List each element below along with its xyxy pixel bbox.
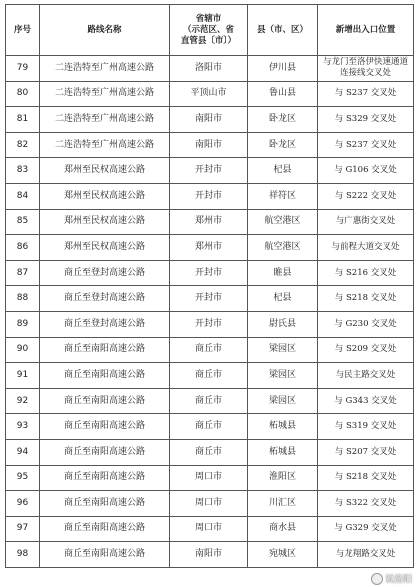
- table-row: [6, 491, 414, 517]
- header-city-line: 直管县〔市〕）: [180, 35, 237, 46]
- cell-route: 郑州至民权高速公路: [40, 183, 170, 209]
- cell-route: 二连浩特至广州高速公路: [40, 132, 170, 158]
- cell-county: 柘城县: [248, 414, 318, 440]
- table-header-row: [6, 5, 414, 56]
- cell-seq: 87: [6, 260, 40, 286]
- cell-seq: 84: [6, 183, 40, 209]
- cell-seq: 80: [6, 81, 40, 107]
- cell-county: 航空港区: [248, 209, 318, 235]
- cell-entry: 与前程大道交叉处: [318, 235, 414, 261]
- cell-route: 二连浩特至广州高速公路: [40, 107, 170, 133]
- table-row: [6, 388, 414, 414]
- cell-county: 杞县: [248, 158, 318, 184]
- cell-city: 周口市: [170, 491, 248, 517]
- cell-city: 南阳市: [170, 132, 248, 158]
- cell-county: 祥符区: [248, 183, 318, 209]
- cell-entry: 与 S329 交叉处: [318, 107, 414, 133]
- cell-city: 开封市: [170, 183, 248, 209]
- exits-table: [5, 4, 414, 568]
- cell-county: 杞县: [248, 286, 318, 312]
- watermark: [371, 572, 412, 586]
- cell-entry: 与广惠街交叉处: [318, 209, 414, 235]
- cell-entry: 与 S216 交叉处: [318, 260, 414, 286]
- table-row: [6, 465, 414, 491]
- cell-entry: 与龙翔路交叉处: [318, 542, 414, 568]
- header-route: 路线名称: [40, 5, 170, 56]
- cell-seq: 82: [6, 132, 40, 158]
- cell-route: 郑州至民权高速公路: [40, 209, 170, 235]
- cell-seq: 86: [6, 235, 40, 261]
- cell-county: 航空港区: [248, 235, 318, 261]
- cell-seq: 88: [6, 286, 40, 312]
- cell-route: 商丘至登封高速公路: [40, 311, 170, 337]
- cell-seq: 89: [6, 311, 40, 337]
- table-row: [6, 363, 414, 389]
- cell-seq: 98: [6, 542, 40, 568]
- cell-route: 商丘至登封高速公路: [40, 260, 170, 286]
- cell-city: 商丘市: [170, 363, 248, 389]
- cell-city: 商丘市: [170, 388, 248, 414]
- cell-route: 商丘至南阳高速公路: [40, 542, 170, 568]
- cell-city: 郑州市: [170, 209, 248, 235]
- cell-route: 商丘至登封高速公路: [40, 286, 170, 312]
- cell-county: 柘城县: [248, 439, 318, 465]
- cell-entry: 与 G329 交叉处: [318, 516, 414, 542]
- cell-city: 开封市: [170, 158, 248, 184]
- cell-city: 平顶山市: [170, 81, 248, 107]
- cell-entry: 与 S222 交叉处: [318, 183, 414, 209]
- cell-county: 淮阳区: [248, 465, 318, 491]
- cell-county: 鲁山县: [248, 81, 318, 107]
- cell-city: 南阳市: [170, 107, 248, 133]
- cell-route: 商丘至南阳高速公路: [40, 439, 170, 465]
- cell-entry: 与 G230 交叉处: [318, 311, 414, 337]
- cell-city: 南阳市: [170, 542, 248, 568]
- cell-route: 商丘至南阳高速公路: [40, 491, 170, 517]
- table-row: [6, 107, 414, 133]
- header-city: [170, 5, 248, 56]
- cell-seq: 83: [6, 158, 40, 184]
- cell-city: 周口市: [170, 516, 248, 542]
- cell-entry: 与民主路交叉处: [318, 363, 414, 389]
- table-row: [6, 209, 414, 235]
- cell-county: 宛城区: [248, 542, 318, 568]
- cell-route: 二连浩特至广州高速公路: [40, 81, 170, 107]
- cell-seq: 79: [6, 56, 40, 82]
- cell-entry: 与龙门至洛伊快速通道连接线交叉处: [318, 56, 414, 82]
- cell-seq: 95: [6, 465, 40, 491]
- cell-seq: 85: [6, 209, 40, 235]
- header-seq: 序号: [6, 5, 40, 56]
- cell-route: 商丘至南阳高速公路: [40, 414, 170, 440]
- cell-entry: 与 S319 交叉处: [318, 414, 414, 440]
- cell-entry: 与 S218 交叉处: [318, 465, 414, 491]
- cell-route: 商丘至南阳高速公路: [40, 465, 170, 491]
- cell-route: 郑州至民权高速公路: [40, 235, 170, 261]
- cell-county: 川汇区: [248, 491, 318, 517]
- cell-entry: 与 G106 交叉处: [318, 158, 414, 184]
- cell-route: 郑州至民权高速公路: [40, 158, 170, 184]
- cell-county: 伊川县: [248, 56, 318, 82]
- cell-seq: 92: [6, 388, 40, 414]
- table-body: [6, 56, 414, 568]
- cell-city: 商丘市: [170, 414, 248, 440]
- cell-route: 商丘至南阳高速公路: [40, 363, 170, 389]
- cell-city: 开封市: [170, 260, 248, 286]
- cell-city: 商丘市: [170, 439, 248, 465]
- cell-county: 梁园区: [248, 337, 318, 363]
- cell-entry: 与 S218 交叉处: [318, 286, 414, 312]
- cell-entry: 与 S237 交叉处: [318, 81, 414, 107]
- cell-county: 梁园区: [248, 388, 318, 414]
- cell-county: 梁园区: [248, 363, 318, 389]
- cell-city: 开封市: [170, 286, 248, 312]
- header-entry: 新增出入口位置: [318, 5, 414, 56]
- table-row: [6, 260, 414, 286]
- header-city-line: 省辖市: [195, 13, 222, 24]
- cell-seq: 90: [6, 337, 40, 363]
- cell-route: 商丘至南阳高速公路: [40, 337, 170, 363]
- cell-city: 开封市: [170, 311, 248, 337]
- table-row: [6, 516, 414, 542]
- cell-entry: 与 S237 交叉处: [318, 132, 414, 158]
- table-row: [6, 439, 414, 465]
- cell-route: 二连浩特至广州高速公路: [40, 56, 170, 82]
- cell-route: 商丘至南阳高速公路: [40, 388, 170, 414]
- cell-county: 睢县: [248, 260, 318, 286]
- cell-entry: 与 S322 交叉处: [318, 491, 414, 517]
- cell-seq: 96: [6, 491, 40, 517]
- cell-seq: 93: [6, 414, 40, 440]
- cell-city: 洛阳市: [170, 56, 248, 82]
- cell-county: 卧龙区: [248, 132, 318, 158]
- table-row: [6, 56, 414, 82]
- header-county: 县（市、区）: [248, 5, 318, 56]
- cell-seq: 91: [6, 363, 40, 389]
- cell-entry: 与 S207 交叉处: [318, 439, 414, 465]
- table-row: [6, 158, 414, 184]
- header-city-line: （示范区、省: [182, 24, 234, 35]
- cell-county: 商水县: [248, 516, 318, 542]
- table-row: [6, 183, 414, 209]
- table-row: [6, 337, 414, 363]
- cell-seq: 81: [6, 107, 40, 133]
- cell-city: 郑州市: [170, 235, 248, 261]
- cell-route: 商丘至南阳高速公路: [40, 516, 170, 542]
- cell-seq: 97: [6, 516, 40, 542]
- table-row: [6, 235, 414, 261]
- watermark-text: 说洛阳: [384, 574, 412, 585]
- table-row: [6, 542, 414, 568]
- table-row: [6, 132, 414, 158]
- cell-entry: 与 S209 交叉处: [318, 337, 414, 363]
- table-row: [6, 311, 414, 337]
- cell-entry: 与 G343 交叉处: [318, 388, 414, 414]
- table-row: [6, 414, 414, 440]
- cell-seq: 94: [6, 439, 40, 465]
- cell-city: 商丘市: [170, 337, 248, 363]
- cell-county: 卧龙区: [248, 107, 318, 133]
- table-row: [6, 286, 414, 312]
- cell-city: 周口市: [170, 465, 248, 491]
- wechat-logo-icon: [371, 573, 383, 585]
- table-row: [6, 81, 414, 107]
- cell-county: 尉氏县: [248, 311, 318, 337]
